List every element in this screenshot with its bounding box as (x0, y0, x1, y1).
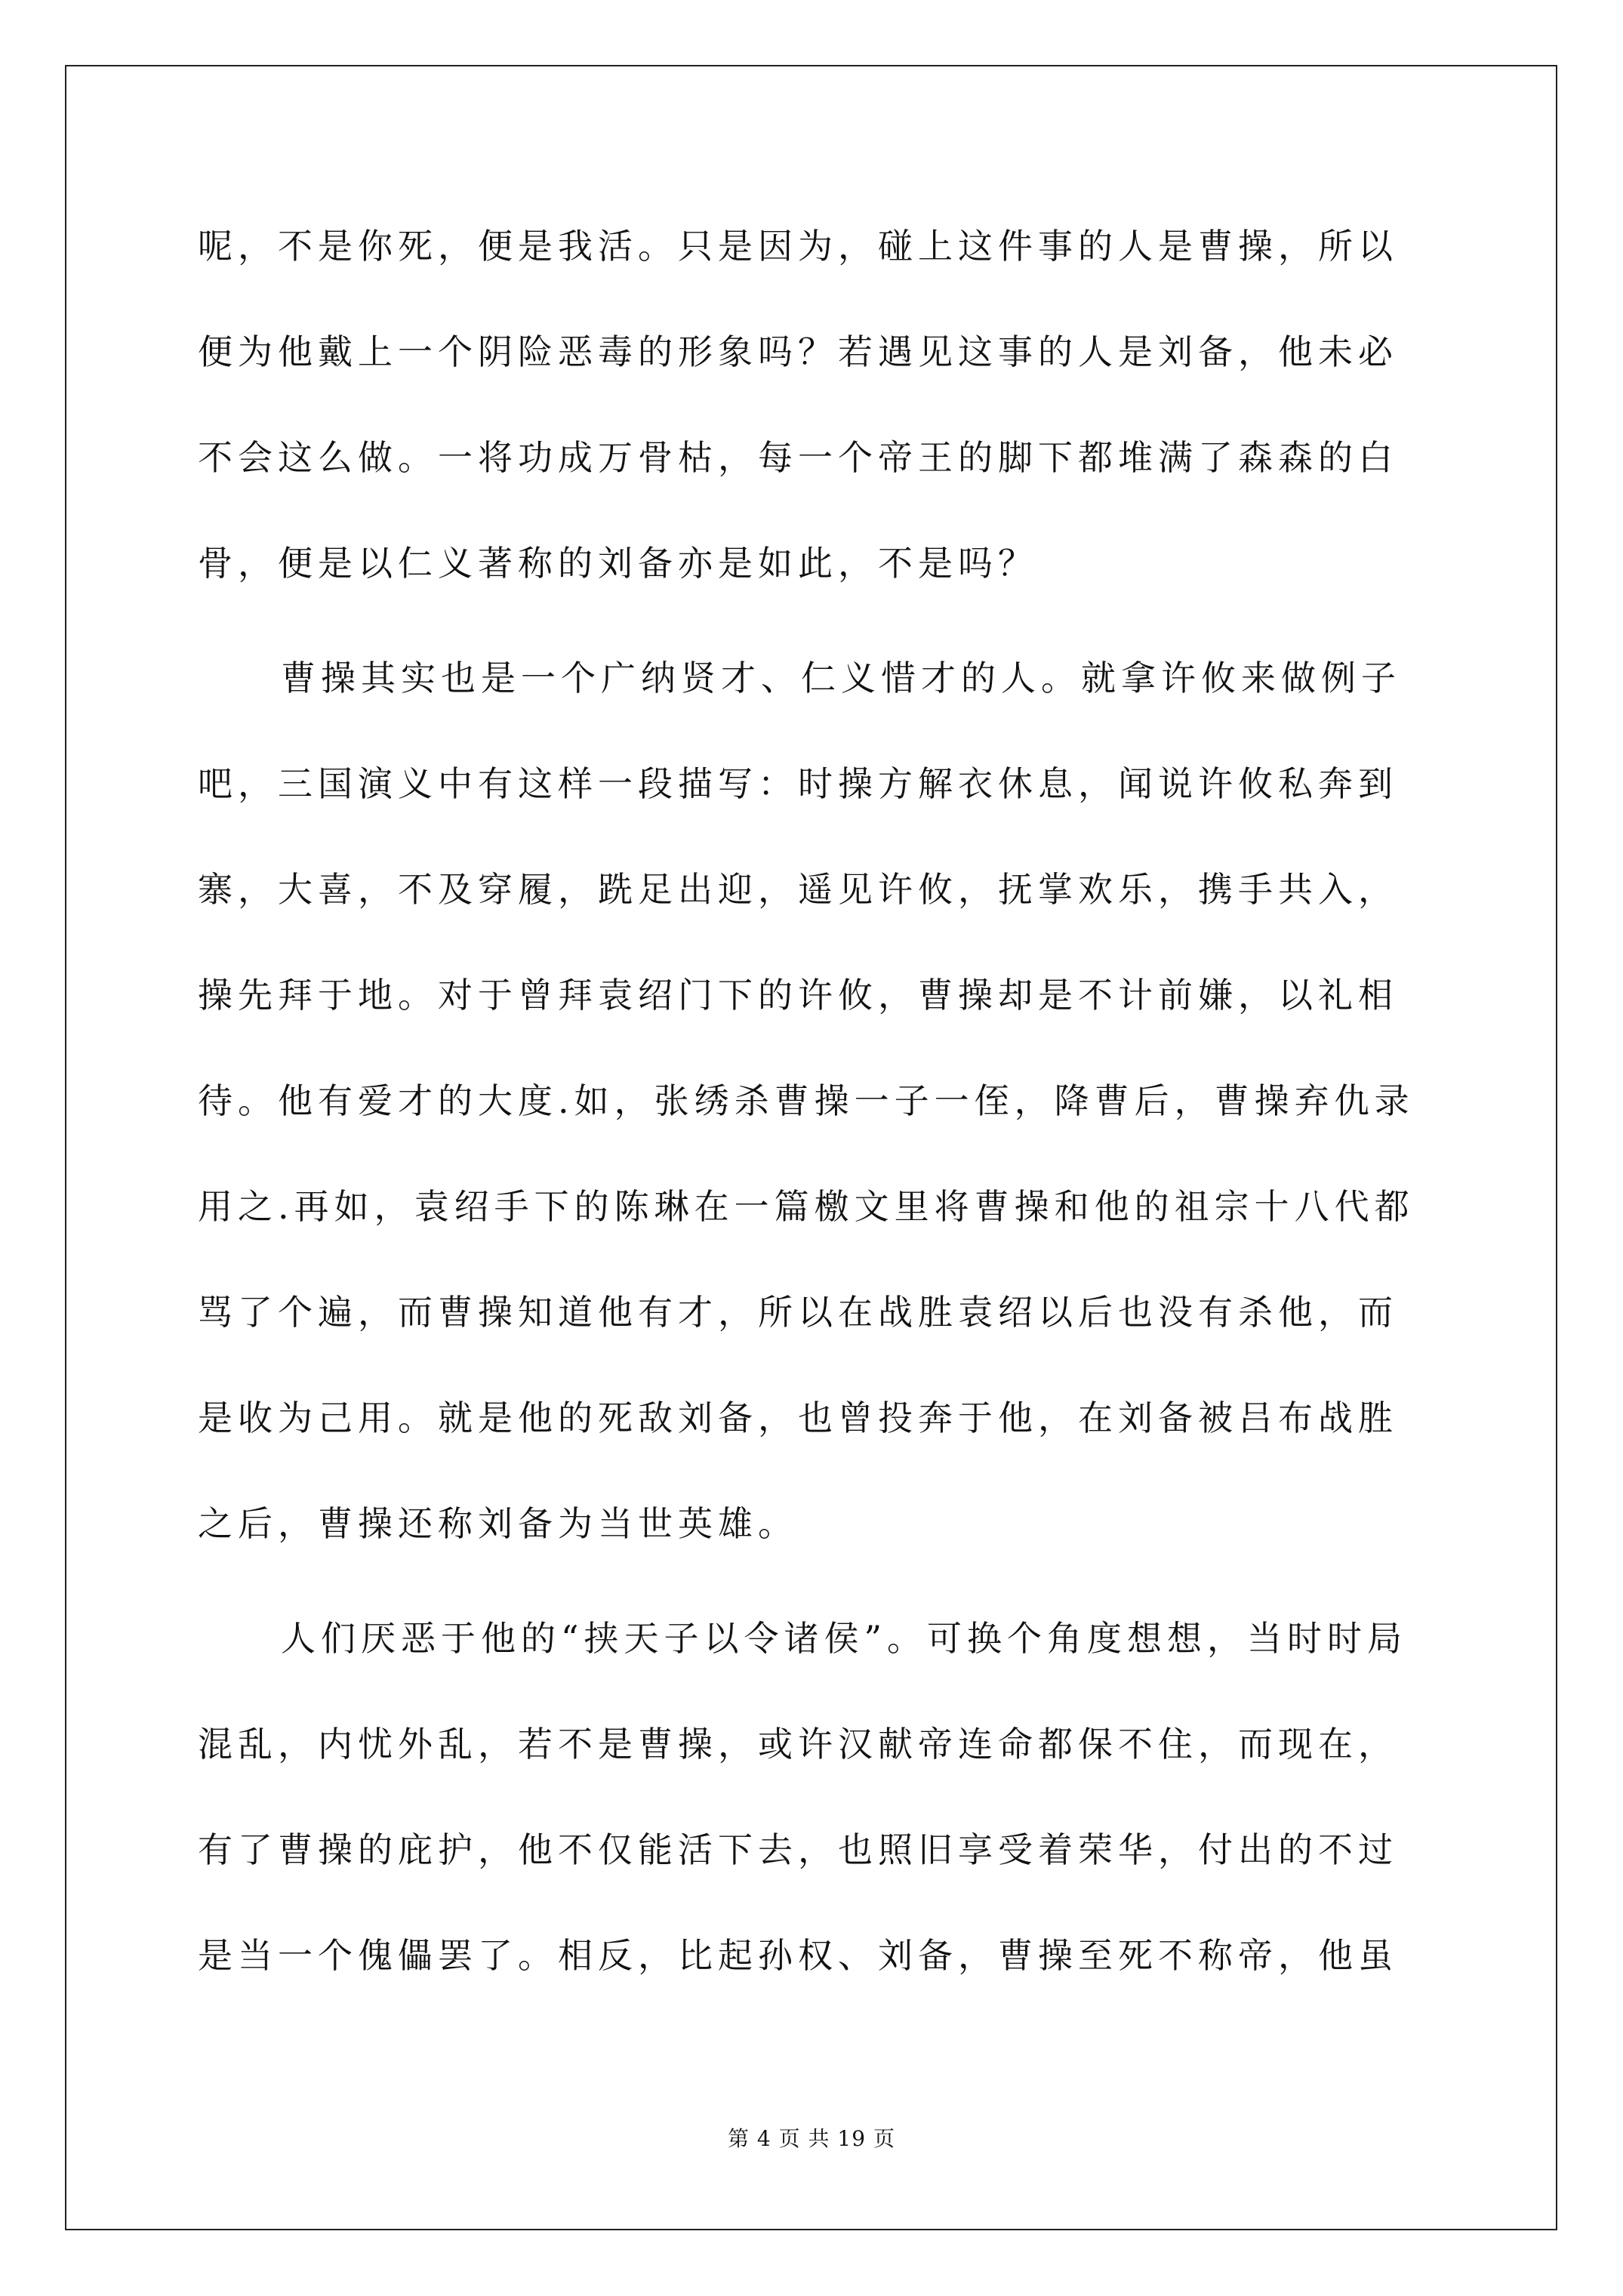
text-line: 是收为己用。就是他的死敌刘备，也曾投奔于他，在刘备被吕布战胜 (198, 1398, 1398, 1438)
page-number-footer: 第 4 页 共 19 页 (728, 2126, 895, 2151)
text-line: 待。他有爱才的大度.如，张绣杀曹操一子一侄，降曹后，曹操弃仇录 (198, 1080, 1415, 1121)
text-line: 便为他戴上一个阴险恶毒的形象吗？若遇见这事的人是刘备，他未必 (198, 331, 1398, 372)
text-line: 寨，大喜，不及穿履，跣足出迎，遥见许攸，抚掌欢乐，携手共入， (198, 869, 1398, 910)
text-line: 是当一个傀儡罢了。相反，比起孙权、刘备，曹操至死不称帝，他虽 (198, 1935, 1398, 1976)
text-line: 吧，三国演义中有这样一段描写：时操方解衣休息，闻说许攸私奔到 (198, 763, 1398, 804)
paragraph-start-line: 人们厌恶于他的“挟天子以令诸侯”。可换个角度想想，当时时局 (281, 1618, 1408, 1659)
text-line: 用之.再如，袁绍手下的陈琳在一篇檄文里将曹操和他的祖宗十八代都 (198, 1186, 1415, 1227)
text-line: 骂了个遍，而曹操知道他有才，所以在战胜袁绍以后也没有杀他，而 (198, 1292, 1398, 1333)
paragraph-start-line: 曹操其实也是一个广纳贤才、仁义惜才的人。就拿许攸来做例子 (281, 658, 1401, 698)
text-line: 骨，便是以仁义著称的刘备亦是如此，不是吗？ (198, 543, 1038, 584)
text-line: 呢，不是你死，便是我活。只是因为，碰上这件事的人是曹操，所以 (198, 226, 1398, 267)
text-line: 混乱，内忧外乱，若不是曹操，或许汉献帝连命都保不住，而现在， (198, 1724, 1398, 1764)
page-border (65, 65, 1557, 2230)
text-line: 不会这么做。一将功成万骨枯，每一个帝王的脚下都堆满了森森的白 (198, 437, 1398, 478)
text-line: 之后，曹操还称刘备为当世英雄。 (198, 1503, 798, 1544)
text-line: 操先拜于地。对于曾拜袁绍门下的许攸，曹操却是不计前嫌，以礼相 (198, 975, 1398, 1015)
text-line: 有了曹操的庇护，他不仅能活下去，也照旧享受着荣华，付出的不过 (198, 1829, 1398, 1870)
